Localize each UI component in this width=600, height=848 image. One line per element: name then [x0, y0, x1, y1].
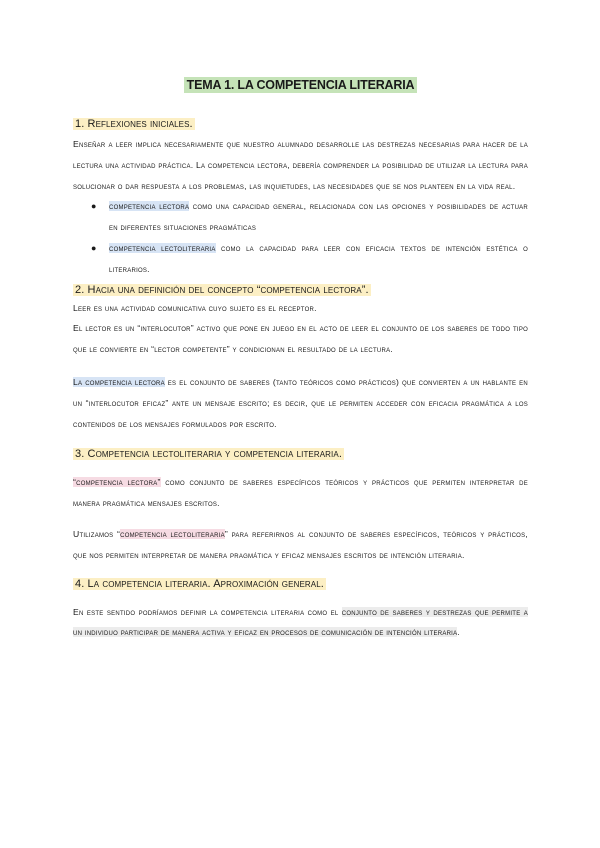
section-2-paragraph-1: Leer es una actividad comunicativa cuyo sujeto es el receptor.	[73, 302, 317, 313]
section-3-paragraph-1	[73, 472, 528, 514]
section-1-heading-block	[73, 114, 528, 132]
bullet-item-competencia-lectora	[91, 196, 529, 238]
section-2-paragraph-2: El lector es un “interlocutor” activo que pone en juego en el acto de leer el conjunto de los saberes de todo tipo que le convierte en “lector competente” y condicionan el resultado de la lectura.	[73, 323, 528, 355]
section-4-paragraph-end: .	[457, 627, 460, 638]
bullet-item-competencia-lectoliteraria	[91, 238, 528, 280]
section-4-heading-block	[73, 574, 528, 592]
section-3-paragraph-1-text: como conjunto de saberes específicos teóricos y prácticos que permiten interpretar de manera pragmática mensajes escritos.	[73, 477, 528, 509]
highlight-competencia-lectoliteraria-quoted: competencia lectoliteraria	[120, 528, 225, 539]
bullet-2-text: como la capacidad para leer con eficacia textos de intención estética o literarios.	[109, 242, 528, 274]
document-title: TEMA 1. LA COMPETENCIA LITERARIA	[184, 77, 418, 93]
highlight-competencia-lectora: competencia lectora	[109, 201, 190, 212]
section-3-paragraph-2	[73, 524, 528, 566]
section-1-heading: 1. Reflexiones iniciales.	[75, 118, 193, 130]
section-3-heading-block	[73, 444, 528, 462]
highlight-competencia-lectora-quoted: “competencia lectora”	[73, 477, 161, 488]
section-2-heading-block	[73, 280, 528, 298]
section-1-bullet-list	[73, 196, 528, 279]
section-1-paragraph: Enseñar a leer implica necesariamente que nuestro alumnado desarrolle las destrezas necesarias para hacer de la lectura una actividad práctica. La competencia lectora, debería comprender la posibilidad de utilizar la lectura para solucionar o dar respuesta a los problemas, las inquietudes, las necesidades que se nos planteen en la vida real.	[73, 139, 528, 191]
section-2-heading: 2. Hacia una definición del concepto “competencia lectora”.	[75, 283, 369, 296]
bullet-icon: ●	[91, 201, 97, 212]
highlight-la-competencia-lectora: La competencia lectora	[73, 376, 165, 387]
section-4-paragraph-start: En este sentido podríamos definir la competencia literaria como el	[73, 606, 342, 617]
section-2-paragraph-3-text: es el conjunto de saberes (tanto teóricos como prácticos) que convierten a un hablante en un “interlocutor eficaz” ante un mensaje escrito; es decir, que le permiten acceder con eficacia pragmática a los contenidos de los mensajes formulados por escrito.	[73, 376, 528, 429]
section-4-heading: 4. La competencia literaria. Aproximación general.	[75, 577, 324, 590]
section-3-paragraph-2-start: Utilizamos “	[73, 528, 121, 539]
bullet-icon: ●	[91, 242, 97, 253]
section-3-heading: 3. Competencia lectoliteraria y competencia literaria.	[75, 448, 342, 461]
highlight-competencia-lectoliteraria: competencia lectoliteraria	[109, 242, 216, 253]
section-3-paragraph-2-end: ” para referirnos al conjunto de saberes específicos, teóricos y prácticos, que nos permiten interpretar de manera pragmática y eficaz mensajes escritos de intención literaria.	[73, 528, 528, 560]
highlight-conjunto-de-saberes: conjunto de saberes y destrezas que permite a un individuo participar de manera activa y eficaz en procesos de comunicación de intención literaria	[73, 606, 529, 638]
section-2-paragraph-3	[73, 372, 528, 434]
bullet-1-text: como una capacidad general, relacionada con las opciones y posibilidades de actuar en diferentes situaciones pragmáticas	[109, 201, 529, 233]
title-block	[73, 0, 528, 94]
section-4-paragraph	[73, 602, 528, 644]
